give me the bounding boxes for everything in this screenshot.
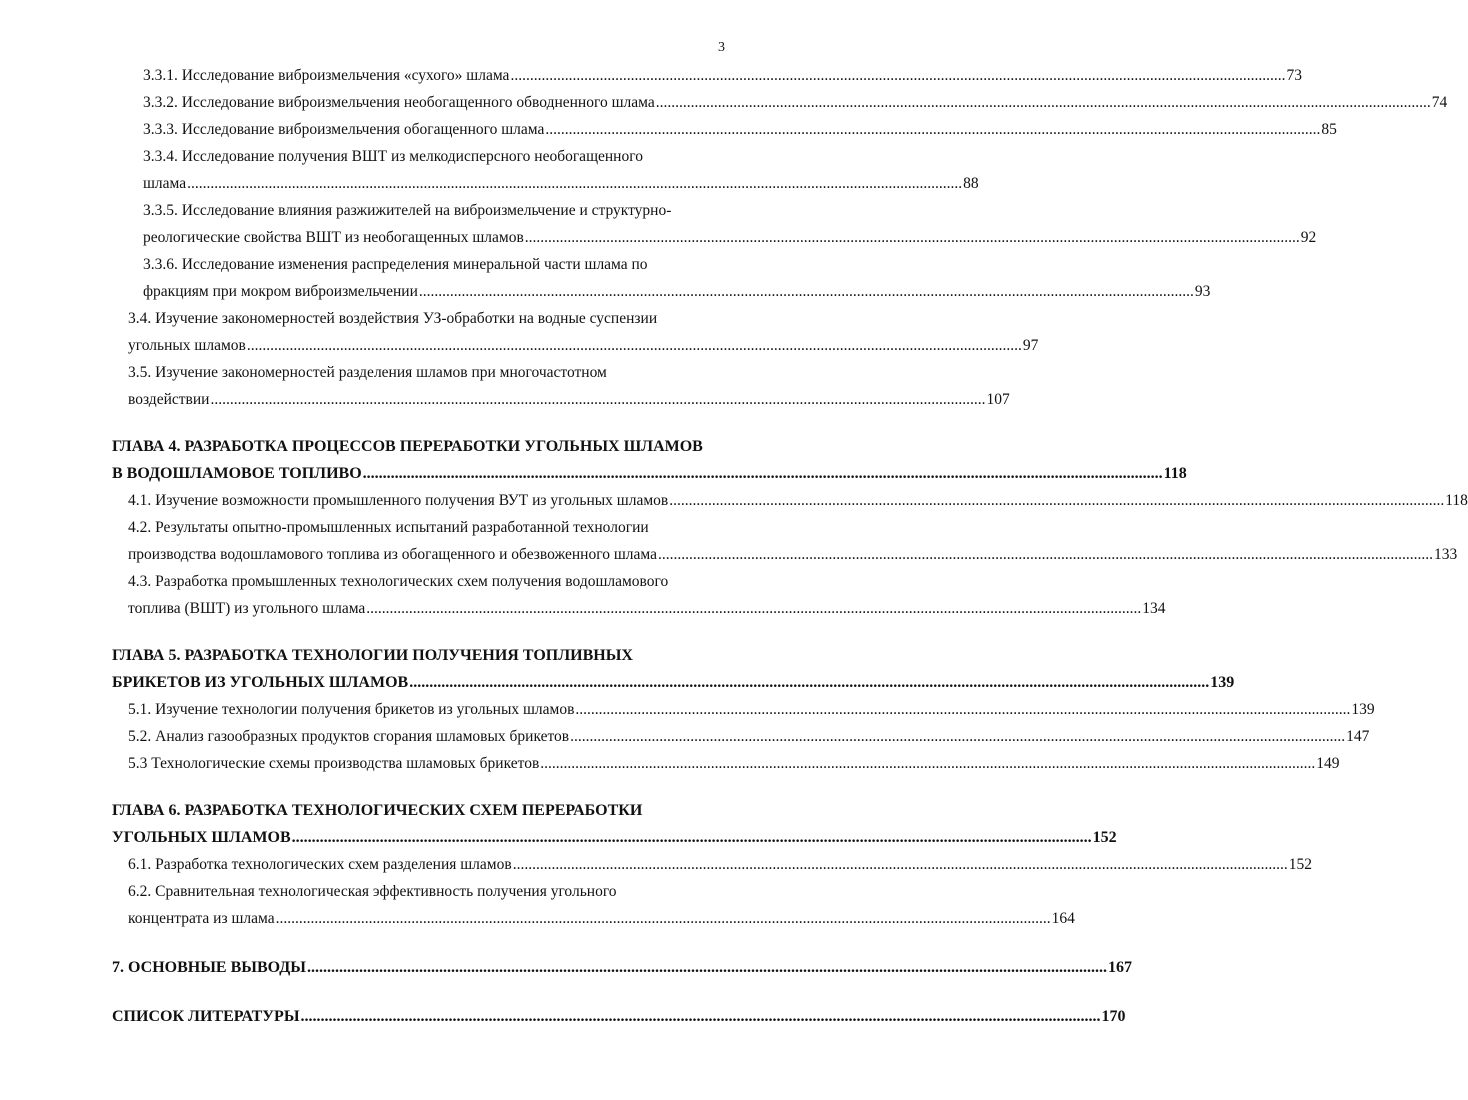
toc-page-number: 147 xyxy=(1346,728,1370,745)
toc-chapter-5[interactable] xyxy=(112,642,1235,696)
toc-entry-title: 3.4. Изучение закономерностей воздействия УЗ-обработки на водные суспензии xyxy=(128,310,658,327)
leader-dots: ........................................................................................................................................................................................................ xyxy=(366,600,1142,617)
toc-chapter-title-cont: БРИКЕТОВ ИЗ УГОЛЬНЫХ ШЛАМОВ xyxy=(112,674,409,691)
leader-dots: ........................................................................................................................................................................................................ xyxy=(575,701,1351,718)
toc-entry-title: 6.2. Сравнительная технологическая эффективность получения угольного xyxy=(128,883,617,900)
toc-page-number: 152 xyxy=(1288,856,1312,873)
toc-page-number: 97 xyxy=(1022,337,1039,354)
toc-page-number: 107 xyxy=(986,391,1010,408)
leader-dots: ........................................................................................................................................................................................................ xyxy=(409,674,1210,691)
leader-dots: ........................................................................................................................................................................................................ xyxy=(187,175,963,192)
table-of-contents xyxy=(0,62,1468,1030)
toc-entry-title: 3.3.6. Исследование изменения распределения минеральной части шлама по xyxy=(143,256,648,273)
leader-dots: ........................................................................................................................................................................................................ xyxy=(657,546,1433,563)
toc-chapter-title: ГЛАВА 4. РАЗРАБОТКА ПРОЦЕССОВ ПЕРЕРАБОТКИ УГОЛЬНЫХ ШЛАМОВ xyxy=(112,438,703,455)
toc-entry-5-2[interactable] xyxy=(128,723,1370,750)
toc-chapter-7[interactable] xyxy=(112,954,1133,981)
toc-page-number: 152 xyxy=(1092,829,1117,846)
leader-dots: ........................................................................................................................................................................................................ xyxy=(362,465,1163,482)
toc-page-number: 167 xyxy=(1108,959,1133,976)
toc-entry-title: 5.3 Технологические схемы производства шламовых брикетов xyxy=(128,755,540,772)
toc-entry-title: 4.3. Разработка промышленных технологических схем получения водошламового xyxy=(128,573,669,590)
toc-entry-title: 5.1. Изучение технологии получения брикетов из угольных шламов xyxy=(128,701,575,718)
toc-entry-6-1[interactable] xyxy=(128,851,1312,878)
toc-page-number: 133 xyxy=(1433,546,1458,563)
toc-page-number: 118 xyxy=(1163,465,1187,482)
leader-dots: ........................................................................................................................................................................................................ xyxy=(275,910,1051,927)
toc-entry-title-cont: концентрата из шлама xyxy=(128,910,275,927)
toc-page-number: 149 xyxy=(1316,755,1340,772)
toc-page-number: 134 xyxy=(1142,600,1166,617)
toc-entry-6-2[interactable] xyxy=(128,878,1075,932)
toc-entry-title: 6.1. Разработка технологических схем разделения шламов xyxy=(128,856,512,873)
toc-entry-3-5[interactable] xyxy=(128,359,1010,413)
toc-entry-3-3-3[interactable] xyxy=(143,116,1337,143)
leader-dots: ........................................................................................................................................................................................................ xyxy=(545,121,1321,138)
toc-entry-4-1[interactable] xyxy=(128,487,1468,514)
toc-entry-3-3-4[interactable] xyxy=(143,143,979,197)
leader-dots: ........................................................................................................................................................................................................ xyxy=(655,94,1431,111)
toc-page-number: 73 xyxy=(1286,67,1302,84)
toc-entry-3-3-6[interactable] xyxy=(143,251,1211,305)
toc-page-number: 93 xyxy=(1194,283,1211,300)
toc-page-number: 164 xyxy=(1051,910,1075,927)
leader-dots: ........................................................................................................................................................................................................ xyxy=(524,229,1300,246)
toc-entry-title: 3.3.3. Исследование виброизмельчения обогащенного шлама xyxy=(143,121,545,138)
toc-entry-title-cont: шлама xyxy=(143,175,187,192)
leader-dots: ........................................................................................................................................................................................................ xyxy=(210,391,986,408)
toc-entry-title: 4.2. Результаты опытно-промышленных испытаний разработанной технологии xyxy=(128,519,649,536)
toc-chapter-4[interactable] xyxy=(112,433,1187,487)
toc-chapter-6[interactable] xyxy=(112,797,1117,851)
toc-entry-title: 3.3.4. Исследование получения ВШТ из мелкодисперсного необогащенного xyxy=(143,148,643,165)
toc-entry-5-3[interactable] xyxy=(128,750,1340,777)
toc-entry-3-3-2[interactable] xyxy=(143,89,1448,116)
toc-chapter-title: ГЛАВА 5. РАЗРАБОТКА ТЕХНОЛОГИИ ПОЛУЧЕНИЯ ТОПЛИВНЫХ xyxy=(112,647,633,664)
leader-dots: ........................................................................................................................................................................................................ xyxy=(246,337,1022,354)
toc-entry-title: 4.1. Изучение возможности промышленного получения ВУТ из угольных шламов xyxy=(128,492,669,509)
toc-entry-title-cont: производства водошламового топлива из обогащенного и обезвоженного шлама xyxy=(128,546,657,563)
leader-dots: ........................................................................................................................................................................................................ xyxy=(512,856,1288,873)
toc-chapter-title: СПИСОК ЛИТЕРАТУРЫ xyxy=(112,1008,300,1025)
toc-chapter-title: ГЛАВА 6. РАЗРАБОТКА ТЕХНОЛОГИЧЕСКИХ СХЕМ ПЕРЕРАБОТКИ xyxy=(112,802,643,819)
leader-dots: ........................................................................................................................................................................................................ xyxy=(300,1008,1101,1025)
toc-entry-title-cont: воздействии xyxy=(128,391,210,408)
toc-chapter-title-cont: УГОЛЬНЫХ ШЛАМОВ xyxy=(112,829,291,846)
toc-entry-title-cont: угольных шламов xyxy=(128,337,246,354)
leader-dots: ........................................................................................................................................................................................................ xyxy=(291,829,1092,846)
toc-entry-4-3[interactable] xyxy=(128,568,1166,622)
leader-dots: ........................................................................................................................................................................................................ xyxy=(418,283,1194,300)
toc-page-number: 92 xyxy=(1300,229,1317,246)
page-number: 3 xyxy=(718,40,725,55)
toc-chapter-title: 7. ОСНОВНЫЕ ВЫВОДЫ xyxy=(112,959,307,976)
toc-page-number: 118 xyxy=(1445,492,1468,509)
toc-entry-3-3-5[interactable] xyxy=(143,197,1317,251)
toc-page-number: 88 xyxy=(963,175,979,192)
toc-entry-title: 3.3.2. Исследование виброизмельчения необогащенного обводненного шлама xyxy=(143,94,655,111)
toc-entry-title-cont: фракциям при мокром виброизмельчении xyxy=(143,283,418,300)
toc-entry-title: 5.2. Анализ газообразных продуктов сгорания шламовых брикетов xyxy=(128,728,570,745)
toc-entry-4-2[interactable] xyxy=(128,514,1458,568)
toc-entry-5-1[interactable] xyxy=(128,696,1375,723)
toc-entry-title: 3.3.1. Исследование виброизмельчения «сухого» шлама xyxy=(143,67,510,84)
toc-entry-3-3-1[interactable] xyxy=(143,62,1302,89)
toc-entry-title-cont: топлива (ВШТ) из угольного шлама xyxy=(128,600,366,617)
toc-entry-3-4[interactable] xyxy=(128,305,1039,359)
leader-dots: ........................................................................................................................................................................................................ xyxy=(540,755,1316,772)
toc-chapter-title-cont: В ВОДОШЛАМОВОЕ ТОПЛИВО xyxy=(112,465,362,482)
toc-entry-title-cont: реологические свойства ВШТ из необогащенных шламов xyxy=(143,229,524,246)
leader-dots: ........................................................................................................................................................................................................ xyxy=(669,492,1445,509)
toc-page-number: 74 xyxy=(1431,94,1448,111)
toc-entry-title: 3.3.5. Исследование влияния разжижителей на виброизмельчение и структурно- xyxy=(143,202,672,219)
toc-page-number: 170 xyxy=(1101,1008,1126,1025)
leader-dots: ........................................................................................................................................................................................................ xyxy=(570,728,1346,745)
toc-entry-title: 3.5. Изучение закономерностей разделения шламов при многочастотном xyxy=(128,364,607,381)
toc-page-number: 85 xyxy=(1321,121,1337,138)
leader-dots: ........................................................................................................................................................................................................ xyxy=(307,959,1108,976)
leader-dots: ........................................................................................................................................................................................................ xyxy=(510,67,1286,84)
toc-page-number: 139 xyxy=(1210,674,1235,691)
toc-page-number: 139 xyxy=(1351,701,1375,718)
toc-references[interactable] xyxy=(112,1003,1126,1030)
